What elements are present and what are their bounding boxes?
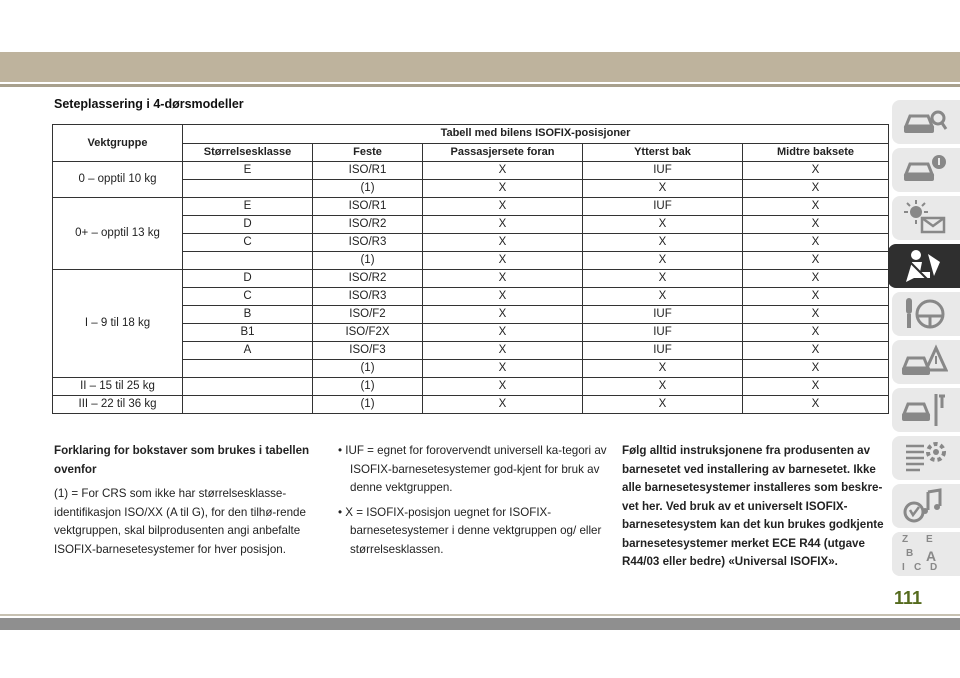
car-search-icon [902,104,948,140]
table-cell: X [583,234,743,252]
table-cell: X [583,396,743,414]
bottom-band-rule [0,614,960,616]
table-cell: X [423,360,583,378]
car-tools-icon [902,392,948,428]
table-cell: X [743,198,889,216]
table-cell: X [583,252,743,270]
weight-group-header: Vektgruppe [53,125,183,162]
weight-group-cell: II – 15 til 25 kg [53,378,183,396]
table-cell: ISO/R1 [313,198,423,216]
tab-servicing[interactable] [892,388,960,432]
table-cell: B1 [183,324,313,342]
table-cell: X [583,216,743,234]
legend-bullets [338,442,608,565]
table-cell [183,378,313,396]
index-letter: B [906,548,914,559]
isofix-table [52,124,889,414]
table-cell: X [583,288,743,306]
table-cell: X [583,180,743,198]
table-cell: IUF [583,324,743,342]
table-cell: X [583,270,743,288]
car-warning-triangle-icon [902,344,948,380]
column-header: Feste [313,143,423,162]
table-row [53,270,889,288]
page-number: 111 [894,588,923,608]
weight-group-cell: 0+ – opptil 13 kg [53,198,183,270]
table-cell: ISO/F2X [313,324,423,342]
table-cell: D [183,270,313,288]
legend-note: (1) = For CRS som ikke har størrelsesklasse-identifikasjon ISO/XX (A til G), for den tilhø-rende vektgruppen, skal bilprodusenten angi anbefalte ISOFIX-barnesetesystemer for hver posisjon. [54,487,306,556]
table-cell: X [743,324,889,342]
table-cell: X [423,216,583,234]
table-row [53,378,889,396]
table-cell: (1) [313,378,423,396]
table-cell [183,252,313,270]
table-row [53,396,889,414]
table-cell: X [583,360,743,378]
legend-bullet-iuf: • IUF = egnet for forovervendt universell ka-tegori av ISOFIX-barnesetesystemer god-kjent for bruk av denne vektgruppen. [338,444,607,494]
table-cell: X [743,288,889,306]
table-cell: X [743,234,889,252]
top-band-rule [0,84,960,87]
isofix-positions-header: Tabell med bilens ISOFIX-posisjoner [183,125,889,144]
table-cell: ISO/R1 [313,162,423,180]
table-cell: IUF [583,198,743,216]
column-header: Ytterst bak [583,143,743,162]
table-cell: X [423,378,583,396]
legend-column [54,442,322,565]
warning-light-message-icon [902,200,948,236]
tab-starting-driving[interactable] [892,292,960,336]
table-cell: X [423,306,583,324]
table-cell [183,360,313,378]
table-cell [183,180,313,198]
table-cell: X [743,378,889,396]
seat-safety-icon [898,248,944,284]
tab-technical-specifications[interactable] [892,436,960,480]
column-header: Passasjersete foran [423,143,583,162]
warning-text: Følg alltid instruksjonene fra produsenten av barnesetet ved installering av barnesetet. Ikke alle barnesetesystemer installeres som beskre-vet her. Ved bruk av et universelt ISOFIX-barnesetesystem kan det kun brukes godkjente barnesetesystemer merket ECE R44 (utgave R44/03 eller bedre) «Universal ISOFIX». [622,444,884,568]
table-cell: IUF [583,162,743,180]
table-cell: X [743,306,889,324]
media-navigation-icon [902,488,948,524]
table-cell: X [743,342,889,360]
tab-multimedia[interactable] [892,484,960,528]
table-cell: X [423,234,583,252]
warning-column [622,442,890,578]
column-header: Størrelsesklasse [183,143,313,162]
table-cell: X [423,270,583,288]
table-cell: ISO/R3 [313,234,423,252]
table-cell: X [423,252,583,270]
table-body [53,162,889,414]
table-cell: ISO/R2 [313,270,423,288]
index-letter: Z [902,534,909,545]
table-cell: IUF [583,306,743,324]
table-cell: D [183,216,313,234]
legend-bullet-x: • X = ISOFIX-posisjon uegnet for ISOFIX-barnesetesystemer i denne vektgruppen og/ eller størrelsesklassen. [338,505,602,556]
table-cell: (1) [313,180,423,198]
table-cell: X [423,288,583,306]
table-cell: ISO/R3 [313,288,423,306]
specifications-gear-icon [902,440,948,476]
table-cell: A [183,342,313,360]
tab-instrument-panel[interactable] [892,196,960,240]
table-cell: X [423,198,583,216]
table-cell: X [423,396,583,414]
table-cell: E [183,162,313,180]
alphabetical-index-icon [892,532,960,576]
index-letter: A [926,548,937,564]
table-cell: ISO/R2 [313,216,423,234]
table-cell: X [583,378,743,396]
table-cell: C [183,288,313,306]
car-info-icon [902,152,948,188]
bottom-decorative-band [0,618,960,630]
index-letter: I [902,562,905,573]
table-cell: X [743,216,889,234]
steering-wheel-key-icon [902,296,948,332]
table-cell: (1) [313,396,423,414]
table-row [53,162,889,180]
table-cell: (1) [313,252,423,270]
top-decorative-band [0,52,960,82]
table-cell: C [183,234,313,252]
tab-getting-to-know[interactable] [892,148,960,192]
table-cell: X [423,324,583,342]
table-cell: B [183,306,313,324]
table-cell: ISO/F3 [313,342,423,360]
table-cell: X [423,180,583,198]
weight-group-cell: III – 22 til 36 kg [53,396,183,414]
table-cell: X [743,162,889,180]
chapter-sidebar [892,100,960,580]
weight-group-cell: 0 – opptil 10 kg [53,162,183,198]
legend-heading: Forklaring for bokstaver som brukes i tabellen ovenfor [54,444,310,476]
table-cell: X [743,360,889,378]
table-cell: E [183,198,313,216]
table-cell: (1) [313,360,423,378]
weight-group-cell: I – 9 til 18 kg [53,270,183,378]
table-cell: X [743,180,889,198]
table-row [53,198,889,216]
index-letter: C [914,562,922,573]
table-cell: X [423,162,583,180]
column-header: Midtre baksete [743,143,889,162]
table-cell: X [743,396,889,414]
tab-safety[interactable] [888,244,960,288]
table-cell: X [423,342,583,360]
table-cell: ISO/F2 [313,306,423,324]
index-letter: D [930,562,938,573]
section-title: Seteplassering i 4-dørsmodeller [54,97,244,111]
index-letter: E [926,534,933,545]
table-cell [183,396,313,414]
tab-emergency[interactable] [892,340,960,384]
tab-vehicle-overview[interactable] [892,100,960,144]
table-cell: X [743,252,889,270]
table-cell: IUF [583,342,743,360]
table-cell: X [743,270,889,288]
